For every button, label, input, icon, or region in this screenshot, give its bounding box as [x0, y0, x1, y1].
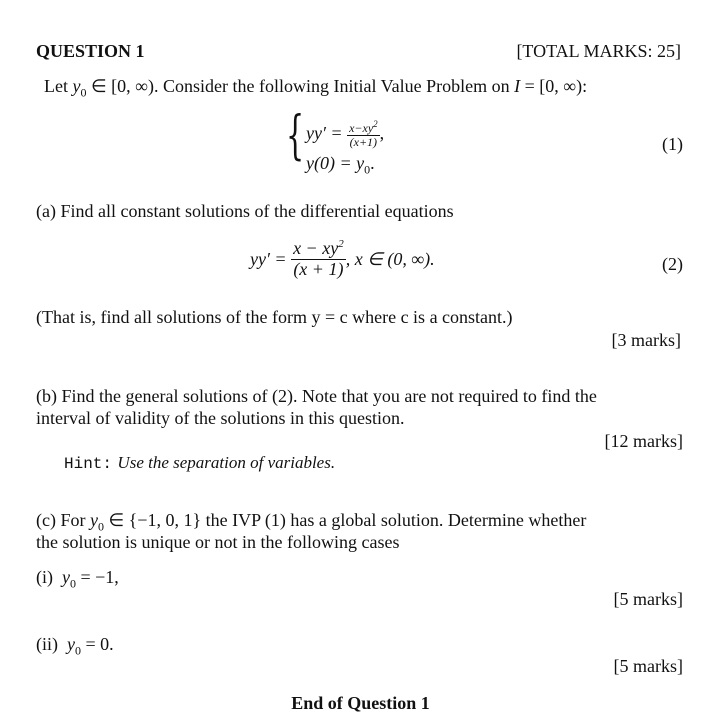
part-a-prompt: (a) Find all constant solutions of the differential equations — [36, 201, 454, 221]
ivp-ic-end: . — [370, 153, 375, 173]
case-i-sub: 0 — [70, 576, 76, 591]
case-ii-label: (ii) — [36, 634, 58, 654]
part-a-marks: [3 marks] — [611, 330, 681, 350]
hint-text: Use the separation of variables. — [117, 453, 336, 472]
case-i-label: (i) — [36, 567, 53, 587]
part-c-line2: the solution is unique or not in the following cases — [36, 532, 400, 552]
part-b-marks: [12 marks] — [604, 431, 683, 451]
intro-interval-var: I — [514, 76, 521, 96]
part-b-line2: interval of validity of the solutions in this question. — [36, 408, 405, 428]
ivp-frac-den: (x+1) — [349, 135, 378, 150]
ivp-ic-lhs: y(0) = y — [306, 153, 365, 173]
part-a-after: , x ∈ (0, ∞). — [345, 248, 435, 269]
ivp-comma: , — [379, 122, 385, 143]
part-a-lhs: yy′ = — [250, 248, 287, 269]
question-title: QUESTION 1 — [36, 41, 145, 61]
intro-line — [44, 75, 587, 104]
hint-label: Hint: — [64, 455, 113, 473]
part-b-line1: (b) Find the general solutions of (2). Note that you are not required to find the — [36, 386, 597, 406]
case-i-var: y — [62, 567, 70, 587]
case-ii-sub: 0 — [75, 643, 81, 658]
ivp-ode — [306, 120, 384, 149]
part-c-line1-a: (c) For — [36, 510, 86, 530]
part-a-frac-num: $x - xy^2$ — [293, 238, 344, 258]
part-a-note: (That is, find all solutions of the form y = c where c is a constant.) — [36, 307, 513, 327]
eq-number-1: (1) — [662, 134, 683, 154]
ivp-fraction — [347, 120, 380, 149]
case-ii-var: y — [67, 634, 75, 654]
part-c-y0-var: y — [89, 510, 98, 530]
ivp-initial-condition — [306, 152, 375, 181]
part-b-hint — [64, 452, 335, 475]
part-c-y0-sub: 0 — [97, 519, 104, 534]
intro-y0-var: y — [72, 76, 81, 96]
ivp-brace: { — [286, 106, 305, 166]
intro-domain: ∈ [0, ∞). Consider the following Initial Value Problem on — [86, 76, 515, 96]
case-ii-marks: [5 marks] — [613, 656, 683, 676]
intro-y0-sub: 0 — [80, 85, 87, 100]
ivp-lhs: yy′ = — [306, 122, 343, 143]
end-of-question: End of Question 1 — [291, 693, 430, 713]
part-c-case-i — [36, 566, 119, 595]
total-marks: [TOTAL MARKS: 25] — [516, 41, 681, 61]
part-a-equation — [250, 238, 435, 280]
ivp-ic-sub: 0 — [364, 162, 371, 177]
part-a-fraction — [291, 238, 346, 280]
intro-lead: Let — [44, 76, 68, 96]
part-c-line1-b: ∈ {−1, 0, 1} the IVP (1) has a global solution. Determine whether — [103, 510, 587, 530]
part-a-frac-den: (x + 1) — [293, 258, 344, 279]
case-i-marks: [5 marks] — [613, 589, 683, 609]
ivp-frac-num: $x-xy^2$ — [349, 119, 378, 135]
eq-number-2: (2) — [662, 254, 683, 274]
intro-interval-value: = [0, ∞): — [520, 76, 588, 96]
case-ii-value: = 0. — [81, 634, 114, 654]
case-i-value: = −1, — [76, 567, 119, 587]
part-c-case-ii — [36, 633, 114, 662]
